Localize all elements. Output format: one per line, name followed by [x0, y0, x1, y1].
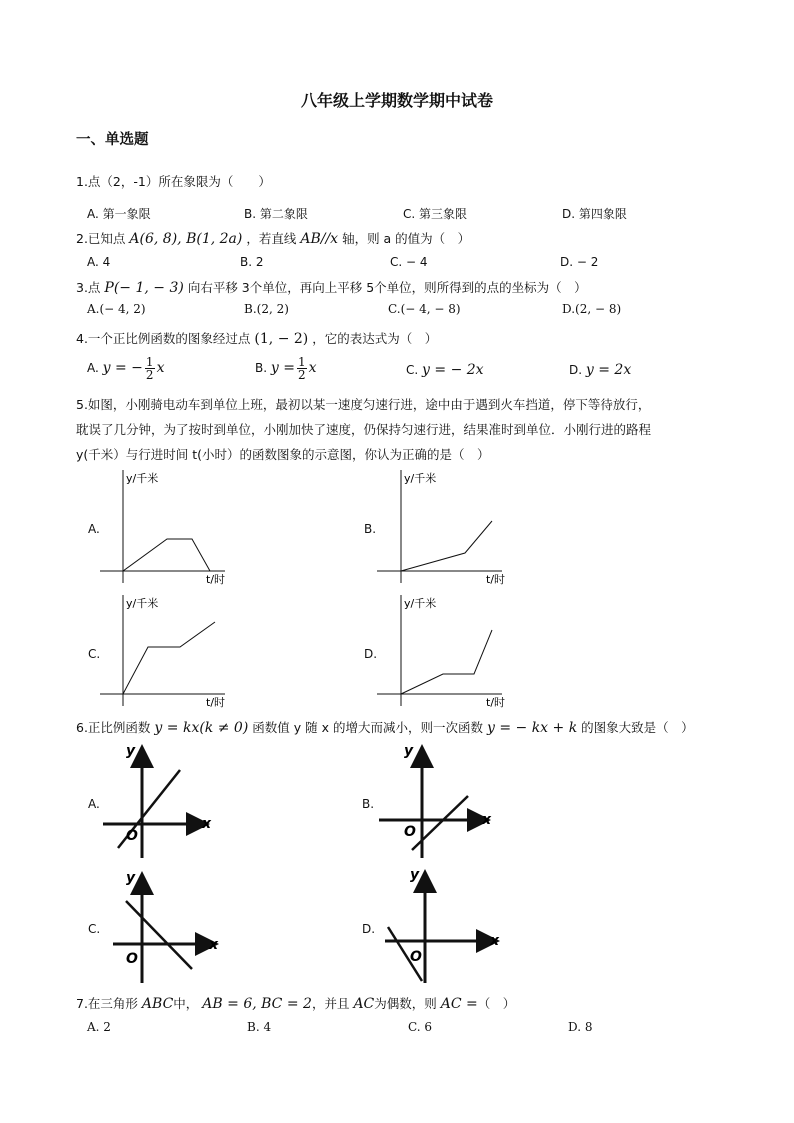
- q3-prefix: 3.点: [76, 280, 101, 295]
- q7-option-b: B. 4: [247, 1020, 272, 1034]
- q3-option-d: D.(2, − 8): [562, 302, 622, 316]
- q6-prefix: 6.正比例函数: [76, 720, 151, 735]
- x-axis-label: t/时: [486, 696, 506, 709]
- y-axis-label: y/千米: [404, 597, 437, 610]
- q6-graph-d: [380, 865, 505, 990]
- q6-graph-a: [100, 740, 220, 865]
- q3-option-c: C.(− 4, − 8): [388, 302, 461, 316]
- y-axis-label: y: [404, 743, 414, 759]
- q5-option-c: C.: [88, 647, 101, 661]
- q1-option-c: C. 第三象限: [403, 207, 468, 221]
- q6-func1: y = kx(k ≠ 0): [154, 720, 249, 736]
- q5-graph-d: [372, 590, 512, 715]
- question-3-stem: [76, 278, 587, 296]
- question-6-stem: [76, 718, 694, 736]
- q6-option-d: D.: [362, 922, 376, 936]
- q7-option-d: D. 8: [568, 1020, 593, 1034]
- q2-mid: ，若直线: [246, 231, 297, 246]
- question-1-stem: 1.点（2，-1）所在象限为（ ）: [76, 174, 271, 189]
- q2-option-b: B. 2: [240, 255, 264, 269]
- q6-func2: y = − kx + k: [486, 720, 578, 736]
- x-axis-label: t/时: [486, 573, 506, 586]
- x-axis-label: t/时: [206, 696, 226, 709]
- q7-ask: AC =: [440, 996, 478, 1012]
- q7-option-c: C. 6: [408, 1020, 433, 1034]
- q7-triangle: ABC: [141, 996, 174, 1012]
- q1-option-b: B. 第二象限: [244, 207, 308, 221]
- q6-option-c: C.: [88, 922, 101, 936]
- q7-condition: AB = 6, BC = 2: [202, 996, 312, 1012]
- q6-graph-b: [376, 740, 501, 865]
- q1-option-d: D. 第四象限: [562, 207, 627, 221]
- q4-option-c: C. y = − 2x: [406, 362, 484, 378]
- q3-option-a: A.(− 4, 2): [87, 302, 146, 316]
- question-4-stem: [76, 329, 437, 347]
- q5-option-b: B.: [364, 522, 377, 536]
- q5-option-a: A.: [88, 522, 100, 536]
- q5-graph-c: [95, 590, 235, 715]
- q3-option-b: B.(2, 2): [244, 302, 289, 316]
- q5-line-3: y(千米）与行进时间 t(小时）的函数图象的示意图，你认为正确的是（ ）: [76, 447, 490, 462]
- q4-option-a: A. y = − $\frac{1}{2}$ x: [87, 355, 165, 382]
- q2-prefix: 2.已知点: [76, 231, 126, 246]
- q2-option-a: A. 4: [87, 255, 111, 269]
- q4-prefix: 4.一个正比例函数的图象经过点: [76, 331, 251, 346]
- y-axis-label: y: [410, 867, 420, 883]
- fraction: $\frac{1}{2}$: [297, 355, 306, 382]
- origin-label: O: [126, 828, 138, 844]
- q5-graph-b: [372, 465, 512, 590]
- q7-prefix: 7.在三角形: [76, 996, 138, 1011]
- q6-option-a: A.: [88, 797, 100, 811]
- q4-option-d: D. y = 2x: [569, 362, 632, 378]
- q5-option-d: D.: [364, 647, 378, 661]
- y-axis-label: y/千米: [404, 472, 437, 485]
- x-axis-label: x: [482, 812, 492, 828]
- x-axis-label: x: [490, 933, 500, 949]
- q3-suffix: 向右平移 3个单位，再向上平移 5个单位，则所得到的点的坐标为（ ）: [187, 280, 587, 295]
- y-axis-label: y: [126, 743, 136, 759]
- y-axis-label: y/千米: [126, 472, 159, 485]
- q5-line-1: 5.如图，小刚骑电动车到单位上班，最初以某一速度匀速行进，途中由于遇到火车挡道，停下等待放行，: [76, 397, 651, 412]
- q4-option-b: B. y = $\frac{1}{2}$ x: [255, 355, 317, 382]
- origin-label: O: [410, 949, 422, 965]
- q2-line: AB//x: [300, 231, 339, 247]
- q2-suffix: 轴，则 a 的值为（ ）: [342, 231, 471, 246]
- fraction: $\frac{1}{2}$: [145, 355, 154, 382]
- x-axis-label: x: [209, 937, 219, 953]
- q4-point: (1, − 2): [254, 331, 309, 347]
- y-axis-label: y: [126, 870, 136, 886]
- q2-points: A(6, 8), B(1, 2a): [129, 231, 243, 247]
- q5-graph-a: [95, 465, 235, 590]
- question-2-stem: [76, 229, 470, 247]
- q7-option-a: A. 2: [87, 1020, 111, 1034]
- q7-ac: AC: [353, 996, 375, 1012]
- q6-mid: 函数值 y 随 x 的增大而减小，则一次函数: [252, 720, 483, 735]
- q2-option-c: C. − 4: [390, 255, 428, 269]
- q2-option-d: D. − 2: [560, 255, 599, 269]
- q6-suffix: 的图象大致是（ ）: [581, 720, 694, 735]
- q1-option-a: A. 第一象限: [87, 207, 151, 221]
- question-7-stem: 7.在三角形 ABC中， AB = 6, BC = 2，并且 AC为偶数，则 AC =（ ）: [76, 996, 516, 1012]
- q6-option-b: B.: [362, 797, 375, 811]
- q5-line-2: 耽误了几分钟，为了按时到单位，小刚加快了速度，仍保持匀速行进，结果准时到单位．小刚行进的路程: [76, 422, 652, 437]
- section-heading: 一、单选题: [76, 132, 149, 148]
- origin-label: O: [126, 951, 138, 967]
- page-title: 八年级上学期数学期中试卷: [300, 91, 493, 110]
- origin-label: O: [404, 824, 416, 840]
- x-axis-label: x: [202, 816, 212, 832]
- x-axis-label: t/时: [206, 573, 226, 586]
- q6-graph-c: [110, 865, 225, 990]
- y-axis-label: y/千米: [126, 597, 159, 610]
- q4-suffix: ，它的表达式为（ ）: [312, 331, 438, 346]
- q3-point: P(− 1, − 3): [104, 280, 184, 296]
